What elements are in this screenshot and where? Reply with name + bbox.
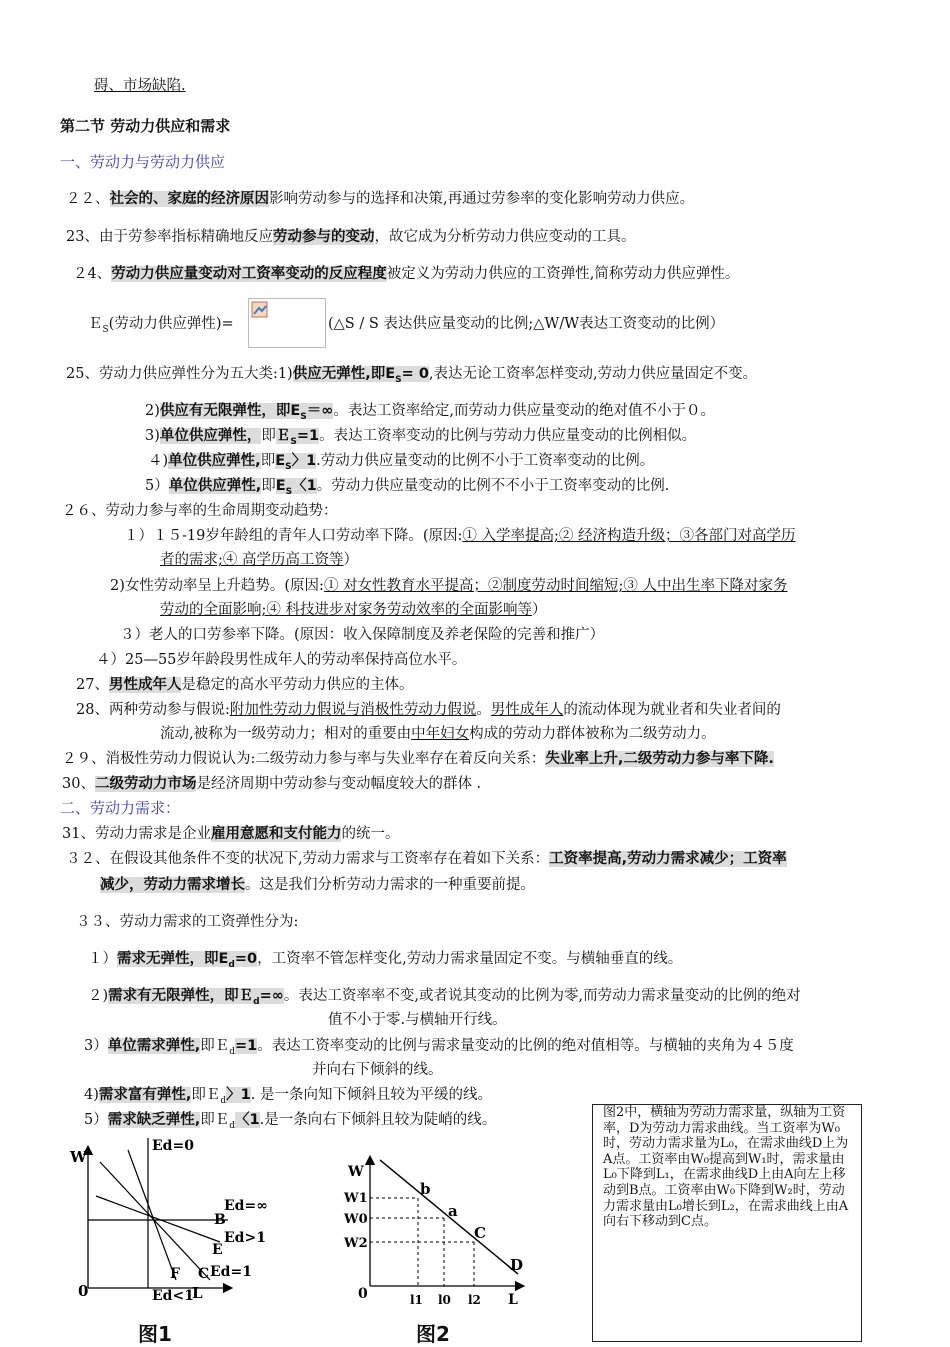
demand-3: 3）单位需求弹性,即Ｅ$_d$=1。表达工资率变动的比例与需求量变动的比例的绝对值相等。与横轴的夹角为４５度 xyxy=(84,1038,794,1057)
es-note: (△S / S 表达供应量变动的比例;△W/W表达工资变动的比例） xyxy=(328,316,725,332)
demand-5: 5）需求缺乏弹性,即Ｅ$_d$〈1.是一条向右下倾斜且较为陡峭的线。 xyxy=(84,1112,497,1131)
demand-2b: 值不小于零.与横轴开行线。 xyxy=(328,1012,507,1028)
demand-4: 4)需求富有弹性,即Ｅ$_d$〉1. 是一条向知下倾斜且较为平缓的线。 xyxy=(84,1087,492,1106)
item-32: ３２、在假设其他条件不变的状况下,劳动力需求与工资率存在着如下关系：工资率提高,劳动力需求减少；工资率 xyxy=(66,851,787,867)
supply-4: ４)单位供应弹性,即$E_S$〉1.劳动力供应量变动的比例不小于工资率变动的比例。 xyxy=(148,453,655,472)
item-25: 25、劳动力供应弹性分为五大类:1)供应无弹性,即$E_S= 0$,表达无论工资率怎样变动,劳动力供应量固定不变。 xyxy=(66,366,758,385)
fig1-ed0-label: Ed=0 xyxy=(152,1138,194,1154)
figure-2-diagram xyxy=(340,1150,540,1310)
fig2-d-label: D xyxy=(510,1256,524,1274)
es-formula: Ｅ$_S$(劳动力供应弹性)= xyxy=(88,316,234,335)
fig1-o-label: 0 xyxy=(78,1282,89,1300)
item-22: ２２、社会的、家庭的经济原因影响劳动参与的选择和决策,再通过劳参率的变化影响劳动力供应。 xyxy=(66,191,695,207)
item-26: ２６、劳动力参与率的生命周期变动趋势： xyxy=(62,503,338,519)
fig1-c-label: C xyxy=(198,1266,210,1282)
figure2-note-text: 图2中，横轴为劳动力需求量，纵轴为工资率，D为劳动力需求曲线。当工资率为W₀时，劳动力需求量为L₀，在需求曲线D上为A点。工资率由W₀提高到W₁时，需求量由L₀下降到L₁，在需求曲线D上由A向左上移动到B点。工资率由W₀下降到W₂时，劳动力需求量由L₀增长到L₂，在需求曲线上由A向右下移动到C点。 xyxy=(603,1105,849,1230)
item-26-2b: 劳动的全面影响;④ 科技进步对家务劳动效率的全面影响等） xyxy=(160,602,547,618)
item-26-2: 2)女性劳动率呈上升趋势。(原因:① 对女性教育水平提高；②制度劳动时间缩短;③ 人中出生率下降对家务 xyxy=(110,578,788,594)
fig2-o-label: 0 xyxy=(358,1286,368,1302)
item-29: ２９、消极性劳动力假说认为:二级劳动力参与率与失业率存在着反向关系：失业率上升,二级劳动力参与率下降. xyxy=(62,751,774,767)
fig2-w2-label: W2 xyxy=(344,1236,368,1251)
fig2-l0-label: l0 xyxy=(438,1293,451,1307)
figure2-note-box xyxy=(592,1104,862,1342)
item-31: 31、劳动力需求是企业雇用意愿和支付能力的统一。 xyxy=(62,826,400,842)
item-26-4: ４）25—55岁年龄段男性成年人的劳动率保持高位水平。 xyxy=(96,652,467,668)
figure-2-caption: 图2 xyxy=(416,1322,450,1346)
item-28: 28、两种劳动参与假说:附加性劳动力假说与消极性劳动力假说。男性成年人的流动体现为就业者和失业者间的 xyxy=(76,702,781,718)
heading-labor-demand: 二、劳动力需求： xyxy=(60,799,181,817)
item-28b: 流动,被称为一级劳动力；相对的重要由中年妇女构成的劳动力群体被称为二级劳动力。 xyxy=(160,726,716,742)
fig1-ed1-label: Ed=1 xyxy=(210,1264,252,1280)
fig2-w0-label: W0 xyxy=(344,1212,368,1227)
formula-image-placeholder xyxy=(248,298,326,348)
fig2-c-label: C xyxy=(474,1224,486,1242)
fig1-f-label: F xyxy=(170,1266,180,1282)
item-26-1b: 者的需求;④ 高学历高工资等） xyxy=(160,552,358,568)
fig2-w-label: W xyxy=(348,1164,364,1180)
item-27: 27、男性成年人是稳定的高水平劳动力供应的主体。 xyxy=(76,677,414,693)
heading-labor-supply: 一、劳动力与劳动力供应 xyxy=(60,153,226,171)
item-26-3: ３）老人的口劳参率下降。(原因：收入保障制度及养老保险的完善和推广） xyxy=(120,627,605,643)
item-32b: 减少，劳动力需求增长。这是我们分析劳动力需求的一种重要前提。 xyxy=(100,877,535,893)
fig1-edgt1-label: Ed>1 xyxy=(224,1230,266,1246)
supply-5: 5）单位供应弹性,即$E_S$〈1。劳动力供应量变动的比例不不小于工资率变动的比例. xyxy=(145,478,670,497)
figure-1-diagram xyxy=(60,1130,280,1310)
fig2-w1-label: W1 xyxy=(344,1191,368,1206)
line-edgt1 xyxy=(96,1196,220,1242)
demand-2: ２)需求有无限弹性，即Ｅ$_d$=∞。表达工资率率不变,或者说其变动的比例为零,而劳动力需求量变动的比例的绝对 xyxy=(88,988,801,1007)
item-24: ２4、劳动力供应量变动对工资率变动的反应程度被定义为劳动力供应的工资弹性,简称劳动力供应弹性。 xyxy=(73,266,740,282)
item-26-1: １）１５-19岁年龄组的青年人口劳动率下降。(原因:① 入学率提高;② 经济构造升级；③各部门对高学历 xyxy=(124,528,796,544)
text-line-0 xyxy=(94,76,186,96)
fig1-l-label: L xyxy=(192,1284,203,1302)
supply-2: 2)供应有无限弹性，即$E_S=\infty$。表达工资率给定,而劳动力供应量变动的绝对值不小于０。 xyxy=(145,403,715,422)
figure-1-caption: 图1 xyxy=(138,1322,172,1346)
fig2-a-label: a xyxy=(448,1202,458,1220)
fig1-edinf-label: Ed=∞ xyxy=(224,1198,268,1214)
fig2-b-label: b xyxy=(420,1180,431,1198)
section-title: 第二节 劳动力供应和需求 xyxy=(60,117,231,135)
demand-3b: 并向右下倾斜的线。 xyxy=(312,1062,443,1078)
broken-image-icon xyxy=(251,301,269,319)
supply-3: 3)单位供应弹性，即Ｅ$_S$=1。表达工资率变动的比例与劳动力供应量变动的比例相似。 xyxy=(145,428,697,447)
fig2-l2-label: l2 xyxy=(468,1293,481,1307)
item-30: 30、二级劳动力市场是经济周期中劳动参与变动幅度较大的群体 . xyxy=(62,776,482,792)
item-33: ３３、劳动力需求的工资弹性分为: xyxy=(76,914,299,930)
continued-text: 碍、市场缺陷. xyxy=(94,78,186,94)
demand-1: １）需求无弹性，即$E_d=0$，工资率不管怎样变化,劳动力需求量固定不变。与横轴垂直的线。 xyxy=(88,951,683,970)
fig1-edlt1-label: Ed<1 xyxy=(152,1288,194,1304)
fig1-b-label: B xyxy=(214,1212,226,1228)
line-edlt1 xyxy=(128,1150,176,1280)
fig1-w-label: W xyxy=(70,1148,87,1166)
fig1-e-label: E xyxy=(212,1242,223,1258)
line-ed1 xyxy=(100,1162,210,1280)
fig2-l-label: L xyxy=(508,1292,518,1308)
fig2-l1-label: l1 xyxy=(410,1293,423,1307)
item-23: 23、由于劳参率指标精确地反应劳动参与的变动，故它成为分析劳动力供应变动的工具。 xyxy=(66,229,636,245)
